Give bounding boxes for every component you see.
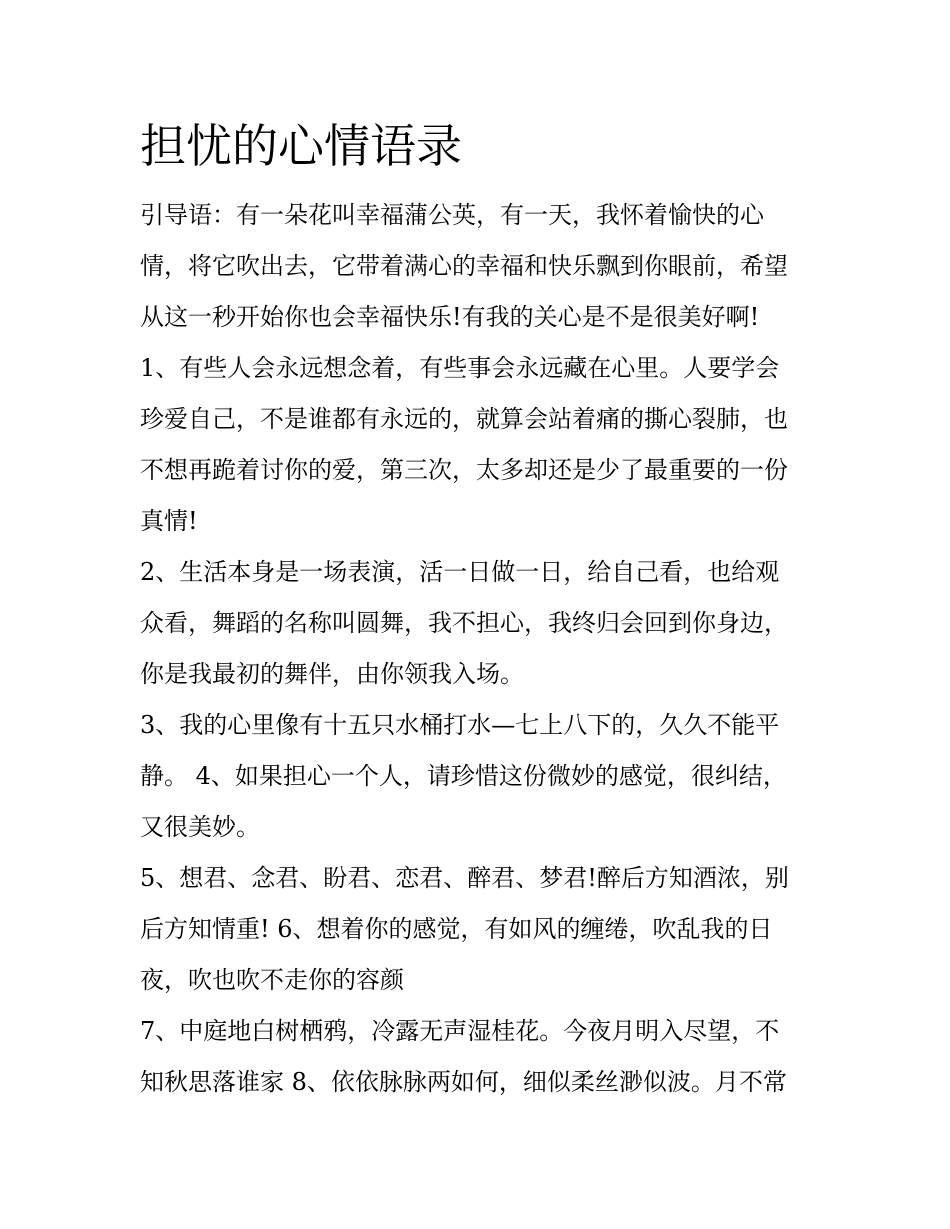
text-line: 从这一秒开始你也会幸福快乐!有我的关心是不是很美好啊! — [140, 303, 760, 331]
text-line: 情，将它吹出去，它带着满心的幸福和快乐飘到你眼前，希望 — [140, 252, 788, 280]
text-line: 不想再跪着讨你的爱，第三次，太多却还是少了最重要的一份 — [140, 456, 788, 484]
quote-paragraph-5 — [140, 853, 816, 1006]
text-line: 你是我最初的舞伴，由你领我入场。 — [140, 660, 524, 688]
text-line: 夜，吹也吹不走你的容颜 — [140, 966, 404, 994]
intro-paragraph — [140, 190, 816, 343]
text-line: 后方知情重! 6、想着你的感觉，有如风的缠绻，吹乱我的日 — [140, 915, 773, 943]
text-line: 5、想君、念君、盼君、恋君、醉君、梦君!醉后方知酒浓，别 — [140, 864, 789, 892]
text-line: 7、中庭地白树栖鸦，冷露无声湿桂花。今夜月明入尽望，不 — [140, 1017, 780, 1045]
quote-paragraph-1 — [140, 343, 816, 547]
quote-paragraph-2 — [140, 547, 816, 700]
quote-paragraph-7 — [140, 1006, 816, 1108]
text-line: 3、我的心里像有十五只水桶打水—七上八下的，久久不能平 — [140, 711, 780, 739]
text-line: 2、生活本身是一场表演，活一日做一日，给自己看，也给观 — [140, 558, 780, 586]
text-line: 1、有些人会永远想念着，有些事会永远藏在心里。人要学会 — [140, 354, 780, 382]
text-line: 又很美妙。 — [140, 813, 260, 841]
document-body — [140, 112, 816, 1108]
text-line: 众看，舞蹈的名称叫圆舞，我不担心，我终归会回到你身边， — [140, 609, 788, 637]
text-line: 珍爱自己，不是谁都有永远的，就算会站着痛的撕心裂肺，也 — [140, 405, 788, 433]
text-line: 知秋思落谁家 8、依依脉脉两如何，细似柔丝渺似波。月不常 — [140, 1068, 787, 1096]
document-title: 担忧的心情语录 — [140, 119, 462, 173]
text-line: 真情! — [140, 507, 198, 535]
text-line: 静。 4、如果担心一个人，请珍惜这份微妙的感觉，很纠结， — [140, 762, 787, 790]
text-line: 引导语：有一朵花叫幸福蒲公英，有一天，我怀着愉快的心 — [140, 201, 764, 229]
quote-paragraph-3 — [140, 700, 816, 853]
